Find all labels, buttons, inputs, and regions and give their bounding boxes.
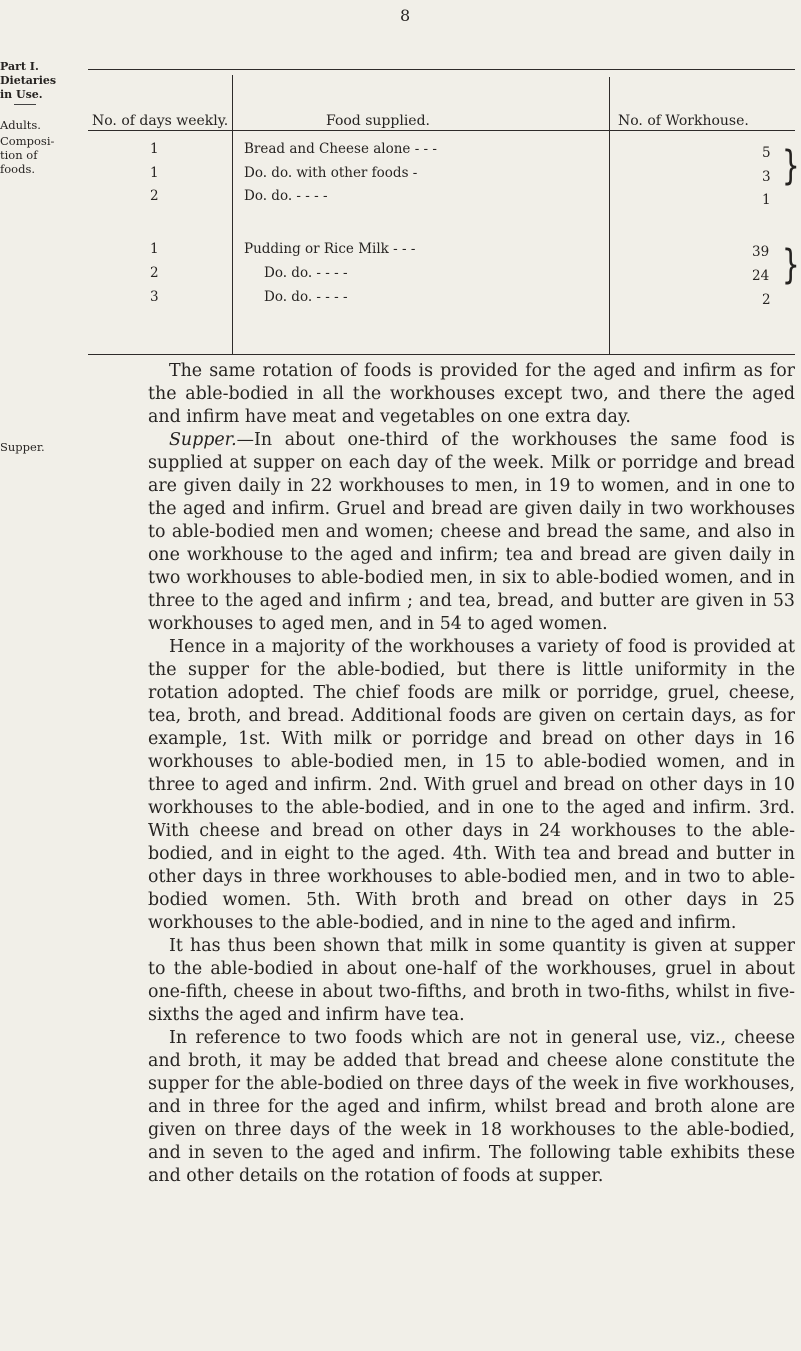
supper-heading: Supper. [169,430,237,450]
paragraph: It has thus been shown that milk in some quantity is given at supper to the able-bodied in about one-half of the workhouses, gruel in about one-fifth, cheese in about two-fifths, and broth in two-fiths, whilst in five-sixths the aged and infirm have tea. [148,936,795,1025]
sidebar-supper: Supper. [0,440,45,454]
table-bottom-rule [88,354,795,355]
cell-food: Do. do. - - - - [264,265,348,281]
cell-workhouses: 39 [752,244,770,260]
table-column-divider [609,77,610,354]
sidebar-part: Part I. [0,60,39,73]
cell-food: Pudding or Rice Milk - - - [244,241,416,257]
cell-workhouses: 1 [762,192,771,208]
paragraph: In reference to two foods which are not in general use, viz., cheese and broth, it may be added that bread and cheese alone constitute the supper for the able-bodied on three days of the week in five workhouses, and in three for the aged and infirm, whilst bread and broth alone are given on three days of the week in 18 workhouses to the able-bodied, and in seven to the aged and infirm. The following table exhibits these and other details on the rotation of foods at supper. [148,1028,795,1186]
cell-days: 2 [150,265,159,281]
cell-days: 1 [150,241,159,257]
supper-text: —In about one-third of the workhouses the same food is supplied at supper on each day of the week. Milk or porridge and bread are given daily in 22 workhouses to men, in 19 to women, and in one to the aged and infirm. Gruel and bread are given daily in two workhouses to able-bodied men and women; cheese and bread the same, and also in one workhouse to the aged and infirm; tea and bread are given daily in two workhouses to able-bodied men, in six to able-bodied women, and in three to the aged and infirm ; and tea, bread, and butter are given in 53 workhouses to aged men, and in 54 to aged women. [148,430,795,634]
body-text [148,360,795,1188]
cell-days: 2 [150,188,159,204]
cell-workhouses: 2 [762,292,771,308]
paragraph: The same rotation of foods is provided for the aged and infirm as for the able-bodied in all the workhouses except two, and there the aged and infirm have meat and vegetables on one extra day. [148,361,795,427]
header-food: Food supplied. [326,113,430,129]
sidebar-dietaries: Dietaries [0,74,57,87]
cell-food: Do. do. with other foods - [244,165,418,181]
table-top-rule [88,69,795,70]
cell-days: 3 [150,289,159,305]
brace-group-1: } [781,143,800,189]
paragraph: Hence in a majority of the workhouses a variety of food is provided at the supper for the able-bodied, but there is little uniformity in the rotation adopted. The chief foods are milk or porridge, gruel, cheese, tea, broth, and bread. Additional foods are given on certain days, as for example, 1st. With milk or porridge and bread on other days in 16 workhouses to able-bodied men, in 15 to able-bodied women, and in three to aged and infirm. 2nd. With gruel and bread on other days in 10 workhouses to the able-bodied, and in one to the aged and infirm. 3rd. With cheese and bread on other days in 24 workhouses to the able-bodied, and in eight to the aged. 4th. With tea and bread and butter in other days in three workhouses to able-bodied men, and in two to able-bodied women. 5th. With broth and bread on other days in 25 workhouses to the able-bodied, and in nine to the aged and infirm. [148,637,795,933]
cell-food: Do. do. - - - - [264,289,348,305]
cell-food: Do. do. - - - - [244,188,328,204]
sidebar-composition: Composi- [0,134,55,148]
table-header-rule [88,130,795,131]
sidebar-in-use: in Use. [0,88,43,101]
cell-workhouses: 5 [762,145,771,161]
sidebar-composition-3: foods. [0,162,36,176]
cell-workhouses: 24 [752,268,770,284]
cell-food: Bread and Cheese alone - - - [244,141,437,157]
table-column-divider [232,75,233,354]
sidebar-divider [14,104,36,105]
header-days: No. of days weekly. [92,113,229,129]
sidebar-composition-2: tion of [0,148,38,162]
header-workhouses: No. of Workhouse. [618,113,749,129]
cell-workhouses: 3 [762,169,771,185]
sidebar-adults: Adults. [0,118,41,132]
dietary-table [88,69,800,356]
cell-days: 1 [150,141,159,157]
cell-days: 1 [150,165,159,181]
brace-group-2: } [781,242,800,288]
page-number: 8 [400,6,411,25]
paragraph-supper [148,429,795,636]
